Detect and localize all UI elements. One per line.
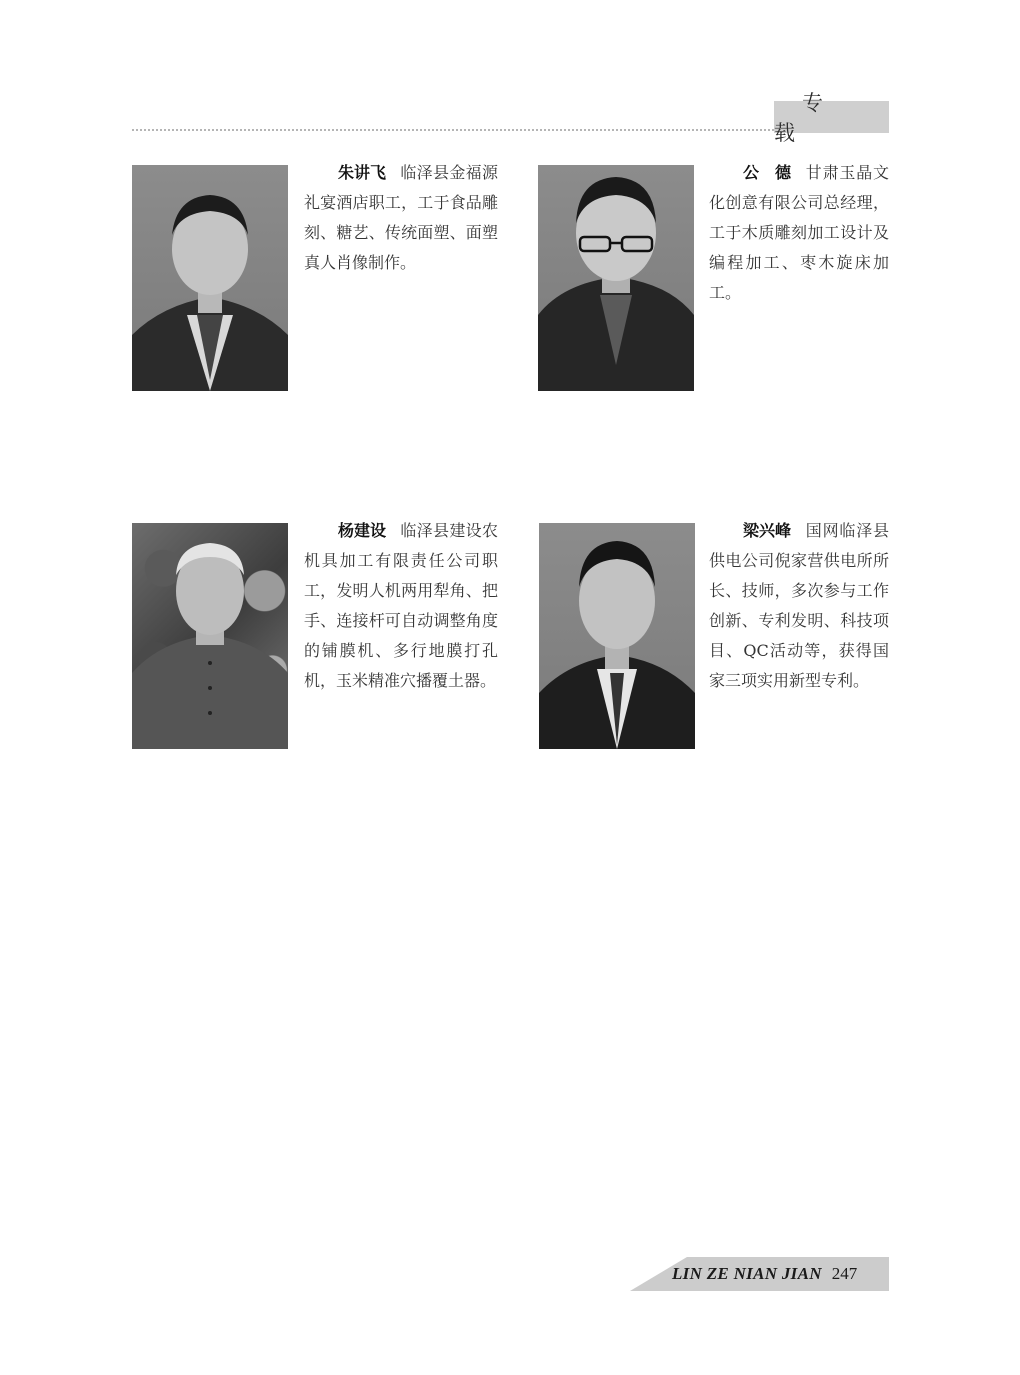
portrait-figure [132,523,288,749]
section-tag: 专载 [774,101,889,133]
portrait-figure [132,165,288,391]
portrait-figure [539,523,695,749]
person-bio: 甘肃玉晶文化创意有限公司总经理，工于木质雕刻加工设计及编程加工、枣木旋床加工。 [709,163,889,302]
journal-title: LIN ZE NIAN JIAN [672,1264,822,1283]
person-bio: 临泽县建设农机具加工有限责任公司职工，发明人机两用犁角、把手、连接杆可自动调整角度的铺膜机、多行地膜打孔机，玉米精准穴播覆土器。 [304,521,498,690]
person-bio: 国网临泽县供电公司倪家营供电所所长、技师，多次参与工作创新、专利发明、科技项目、QC活动等，获得国家三项实用新型专利。 [709,521,889,690]
header-dotted-rule [132,129,774,131]
footer [672,1262,857,1286]
person-name: 朱讲飞 [338,163,387,182]
portrait-figure [538,165,694,391]
person-name: 公 德 [743,163,792,182]
portrait-photo [132,165,288,391]
portrait-photo [132,523,288,749]
page-number: 247 [831,1264,858,1283]
person-bio: 临泽县金福源礼宴酒店职工，工于食品雕刻、糖艺、传统面塑、面塑真人肖像制作。 [304,163,498,272]
portrait-photo [538,165,694,391]
person-name: 杨建设 [338,521,387,540]
portrait-photo [539,523,695,749]
person-name: 梁兴峰 [743,521,792,540]
